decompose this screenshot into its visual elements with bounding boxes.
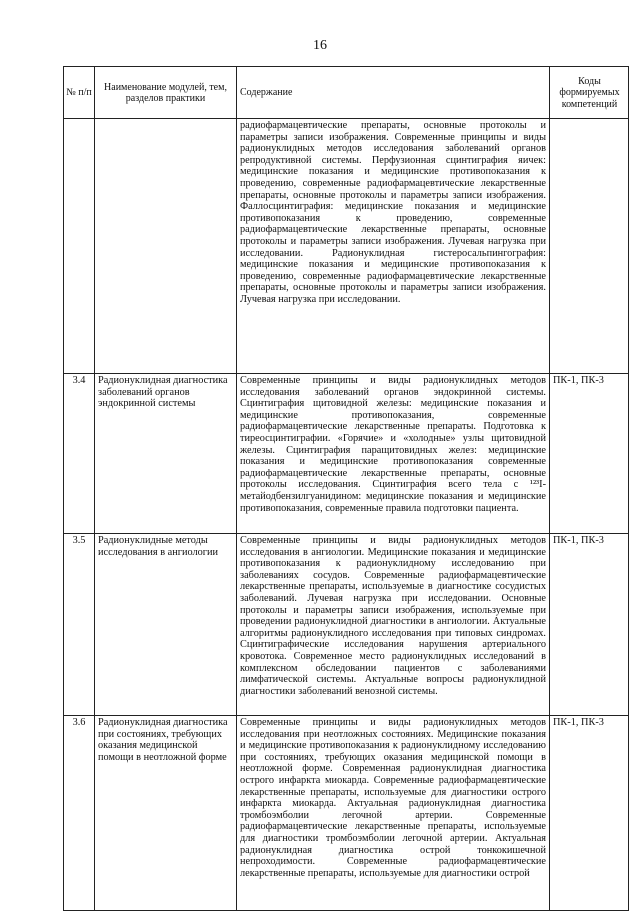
table-row <box>64 374 629 534</box>
table-row <box>64 716 629 911</box>
row-content: Современные принципы и виды радионуклидных методов исследования при неотложных состояниях. Медицинские показания и медицинские противопоказания к радионуклидному исследованию при состояниях, требующих оказания медицинской помощи в неотложной форме. Современная радионуклидная диагностика острого инфаркта миокарда. Современные радиофармацевтические лекарственные препараты, используемые для диагностики острого инфаркта миокарда. Актуальная радионуклидная диагностика тромбоэмболии легочной артерии. Современные радиофармацевтические лекарственные препараты, используемые для диагностики тромбоэмболии легочной артерии. Актуальная радионуклидная диагностика острой тонкокишечной непроходимости. Современные радиофармацевтические лекарственные препараты, используемые для диагностики острой <box>237 716 550 911</box>
row-codes: ПК-1, ПК-3 <box>550 716 629 911</box>
row-codes <box>550 119 629 374</box>
row-num <box>64 119 95 374</box>
header-name: Наименование модулей, тем, разделов практики <box>95 67 237 119</box>
row-codes: ПК-1, ПК-3 <box>550 534 629 716</box>
row-content: Современные принципы и виды радионуклидных методов исследования заболеваний органов эндокринной системы. Сцинтиграфия щитовидной железы: медицинские показания и медицинские противопоказания, современные радиофармацевтические лекарственные препараты. Подготовка к тиреосцинтиграфии. «Горячие» и «холодные» узлы щитовидной железы. Сцинтиграфия паращитовидных желез: медицинские показания и медицинские противопоказания современные радиофармацевтические лекарственные препараты, основные протоколы исследования. Сцинтиграфия всего тела с ¹²³I-метайодбензилгуанидином: медицинские показания и медицинские противопоказания, современные правила подготовки пациента. <box>237 374 550 534</box>
row-name: Радионуклидная диагностика при состояниях, требующих оказания медицинской помощи в неотложной форме <box>95 716 237 911</box>
row-content: Современные принципы и виды радионуклидных методов исследования в ангиологии. Медицинские показания и медицинские противопоказания к радионуклидному исследованию при заболеваниях сосудов. Современные радиофармацевтические лекарственные препараты, используемые в диагностике сосудистых заболеваний. Лучевая нагрузка при исследовании. Основные протоколы и параметры записи изображения, используемые при проведении радионуклидной диагностики в ангиологии. Актуальные алгоритмы радионуклидного исследования при типовых синдромах. Сцинтиграфические исследования нарушения артериального кровотока. Современное место радионуклидных исследований в комплексном обследовании пациентов с заболеваниями лимфатической системы. Актуальные вопросы радионуклидной диагностики заболеваний венозной системы. <box>237 534 550 716</box>
row-name <box>95 119 237 374</box>
header-codes: Коды формируемых компетенций <box>550 67 629 119</box>
table-row <box>64 119 629 374</box>
row-name: Радионуклидная диагностика заболеваний органов эндокринной системы <box>95 374 237 534</box>
row-name: Радионуклидные методы исследования в ангиологии <box>95 534 237 716</box>
table-header-row <box>64 67 629 119</box>
row-num: 3.4 <box>64 374 95 534</box>
row-content: радиофармацевтические препараты, основные протоколы и параметры записи изображения. Современные принципы и виды радионуклидных методов исследования заболеваний органов репродуктивной системы. Перфузионная сцинтиграфия яичек: медицинские показания и медицинские противопоказания к проведению, современные радиофармацевтические лекарственные препараты, основные протоколы и параметры записи изображения. Фаллосцинтиграфия: медицинские показания и медицинские противопоказания к проведению, современные радиофармацевтические лекарственные препараты, основные протоколы и параметры записи изображения. Лучевая нагрузка при исследовании. Радионуклидная гистеросальпингография: медицинские показания и медицинские противопоказания к проведению, современные радиофармацевтические лекарственные препараты, основные протоколы и параметры записи изображения. Лучевая нагрузка при исследовании. <box>237 119 550 374</box>
page-number: 16 <box>313 38 327 53</box>
curriculum-table <box>63 66 629 911</box>
table-row <box>64 534 629 716</box>
row-codes: ПК-1, ПК-3 <box>550 374 629 534</box>
row-num: 3.5 <box>64 534 95 716</box>
row-num: 3.6 <box>64 716 95 911</box>
header-num: № п/п <box>64 67 95 119</box>
header-content: Содержание <box>237 67 550 119</box>
